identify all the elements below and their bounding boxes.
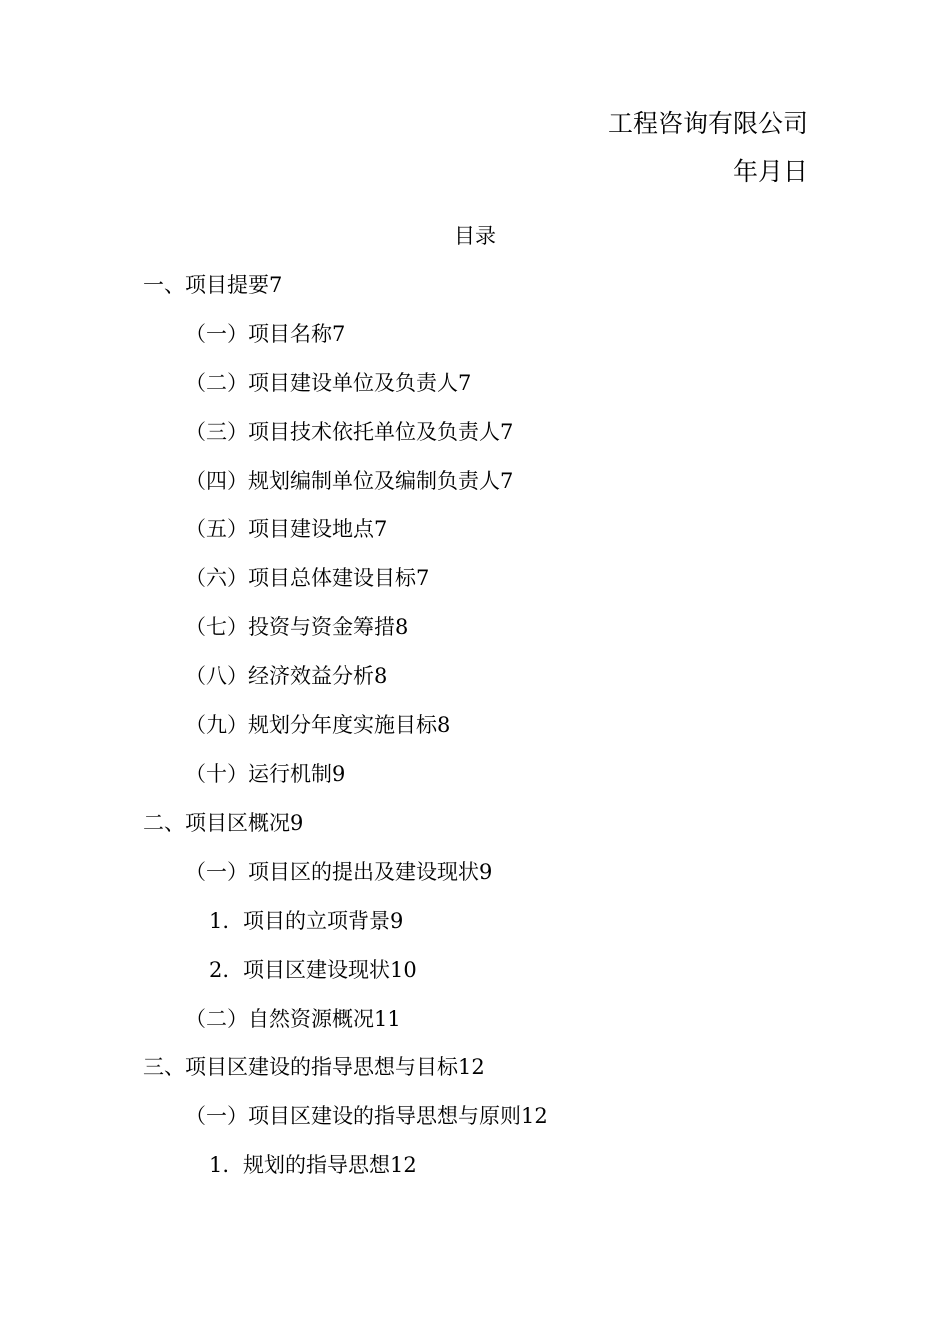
toc-entry[interactable]: （十）运行机制9 (185, 762, 346, 786)
toc-entry[interactable]: 二、项目区概况9 (143, 811, 304, 835)
toc-entry[interactable]: （二）项目建设单位及负责人7 (185, 371, 472, 395)
toc-entry[interactable]: （一）项目区建设的指导思想与原则12 (185, 1104, 548, 1128)
toc-entry[interactable]: （三）项目技术依托单位及负责人7 (185, 420, 514, 444)
toc-entry[interactable]: 2. 项目区建设现状10 (209, 958, 417, 982)
toc-entry[interactable]: 1. 项目的立项背景9 (209, 909, 404, 933)
toc-entry[interactable]: （一）项目名称7 (185, 322, 346, 346)
toc-entry[interactable]: （二）自然资源概况11 (185, 1007, 401, 1031)
toc-entry[interactable]: （五）项目建设地点7 (185, 517, 388, 541)
toc-entry[interactable]: （六）项目总体建设目标7 (185, 566, 430, 590)
toc-entry[interactable]: （七）投资与资金筹措8 (185, 615, 409, 639)
toc-entry[interactable]: 一、项目提要7 (143, 273, 283, 297)
company-name: 工程咨询有限公司 (607, 109, 808, 138)
document-date: 年月日 (732, 157, 808, 186)
toc-entry[interactable]: （一）项目区的提出及建设现状9 (185, 860, 493, 884)
toc-entry[interactable]: （九）规划分年度实施目标8 (185, 713, 451, 737)
toc-entry[interactable]: （八）经济效益分析8 (185, 664, 388, 688)
toc-entry[interactable]: （四）规划编制单位及编制负责人7 (185, 469, 514, 493)
toc-entry[interactable]: 三、项目区建设的指导思想与目标12 (143, 1055, 485, 1079)
toc-title: 目录 (454, 224, 496, 248)
toc-entry[interactable]: 1. 规划的指导思想12 (209, 1153, 417, 1177)
